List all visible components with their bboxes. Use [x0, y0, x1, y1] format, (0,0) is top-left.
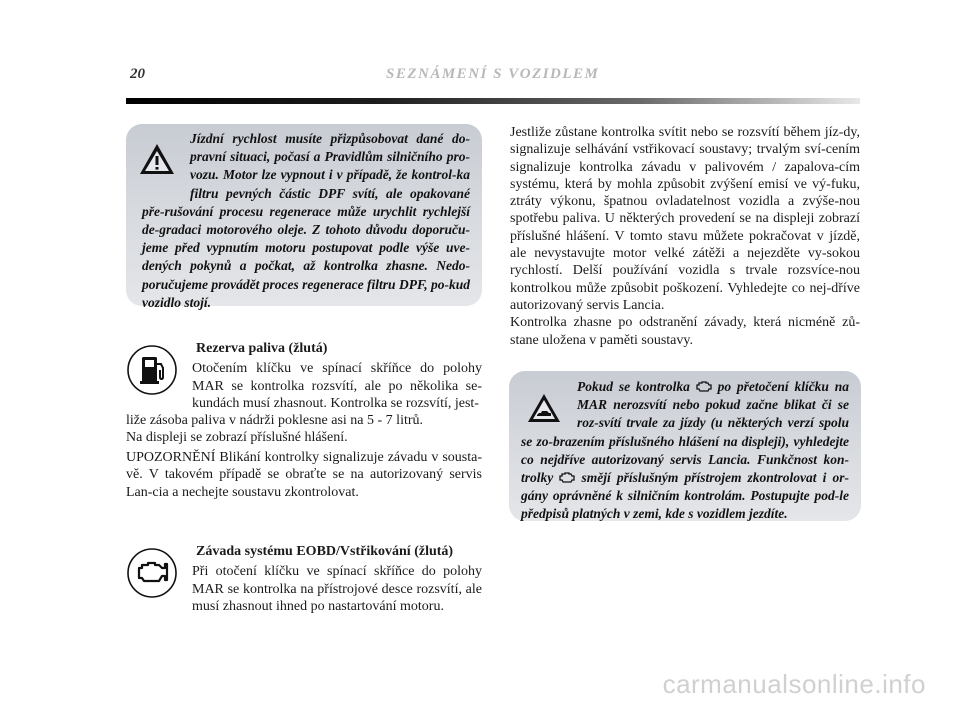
- engine-check-icon: [559, 471, 575, 483]
- right-paragraph-2: Kontrolka zhasne po odstranění závady, která nicméně zů-stane uložena v paměti soustavy.: [510, 315, 860, 348]
- warning-triangle-icon: [527, 382, 561, 432]
- engine-check-icon: [126, 547, 178, 599]
- watermark: carmanualsonline.info: [662, 669, 926, 699]
- warning-text: Jízdní rychlost musíte přizpůsobovat dané do-pravní situaci, počasí a Pravidlům silničního pro-vozu. Motor lze vypnout i v případě, že kontrol-ka filtru pevných částic DPF svítí, ale opakované pře-rušování procesu regenerace může urychlit rychlejší de-gradaci motorového oleje. Z tohoto důvodu doporuču-jeme před vypnutím motoru postupovat podle výše uve-dených pokynů a počkat, až kontrolka zhasne. Nedo-poručujeme provádět proces regenerace filtru DPF, po-kud vozidlo stojí.: [142, 131, 470, 310]
- note-paragraph: UPOZORNĚNÍ Blikání kontrolky signalizuje závadu v sousta-vě. V takovém případě se obraťte se na autorizovaný servis Lan-cia a nechejte soustavu zkontrolovat.: [126, 450, 482, 500]
- warning-triangle-icon: [138, 134, 176, 186]
- fuel-reserve-text-1: Otočením klíčku ve spínací skříňce do polohy MAR se kontrolka rozsvítí, ale po několika se-kundách musí zhasnout. Kontrolka se rozsvítí, jest-: [192, 361, 482, 411]
- fuel-pump-icon: [126, 344, 178, 396]
- warning-box-speed: [126, 124, 482, 310]
- warning-box-eobd: [509, 371, 861, 521]
- warning-bottom-part-3: smějí příslušným přístrojem zkontrolovat i or-gány oprávněné k silničním kontrolám. Postupujte pod-le předpisů platných v zemi, kde s vozidlem jezdíte.: [521, 470, 850, 522]
- eobd-heading: Závada systému EOBD/Vstřikování (žlutá): [196, 544, 454, 559]
- right-paragraph-1: Jestliže zůstane kontrolka svítit nebo se rozsvítí během jíz-dy, signalizuje selhávání vstřikovací soustavy; trvalým sví-cením signalizuje kontrolka závadu v palivovém / zapalova-cím systému, která by mohla způsobit zvýšení emisí ve vý-fuku, ztráty výkonu, špatnou ovladatelnost vozidla a zvýše-nou spotřebu paliva. U některých provedení se na displeji zobrazí příslušné hlášení. V tomto stavu můžete pokračovat v jízdě, ale nevystavujte motor velké zátěži a nejezděte vy-sokou rychlostí. Delší používání vozidla s trvale rozsvíce-nou kontrolkou může způsobit poškození. Vyhledejte co nej-dříve autorizovaný servis Lancia.: [510, 125, 860, 313]
- fuel-reserve-text-3: Na displeji se zobrazí příslušné hlášení.: [126, 430, 348, 446]
- eobd-text: Při otočení klíčku ve spínací skříňce do polohy MAR se kontrolka na přístrojové desce rozsvítí, ale musí zhasnout ihned po nastartování motoru.: [192, 564, 482, 614]
- running-header: SEZNÁMENÍ S VOZIDLEM: [386, 66, 600, 82]
- right-column: [510, 124, 860, 349]
- page-number: 20: [130, 66, 145, 82]
- header-rule: [126, 98, 860, 104]
- fuel-reserve-section: [126, 340, 482, 447]
- warning-bottom-part-1: Pokud se kontrolka: [577, 379, 690, 394]
- eobd-section: [126, 543, 482, 615]
- fuel-reserve-heading: Rezerva paliva (žlutá): [196, 341, 328, 356]
- warning-bottom-part-2: po přetočení klíčku na MAR nerozsvítí nebo pokud začne blikat či se roz-svítí trvale za jízdy (u některých verzí spolu se zo-brazením příslušného hlášení na displeji), vyhledejte co nejdříve autorizovaný servis Lancia. Funkčnost kon-trolky: [521, 379, 850, 486]
- warning-bottom-text: [521, 378, 849, 524]
- engine-check-icon: [696, 380, 712, 392]
- fuel-reserve-text-2: liže zásoba paliva v nádrži poklesne asi na 5 - 7 litrů.: [126, 413, 424, 429]
